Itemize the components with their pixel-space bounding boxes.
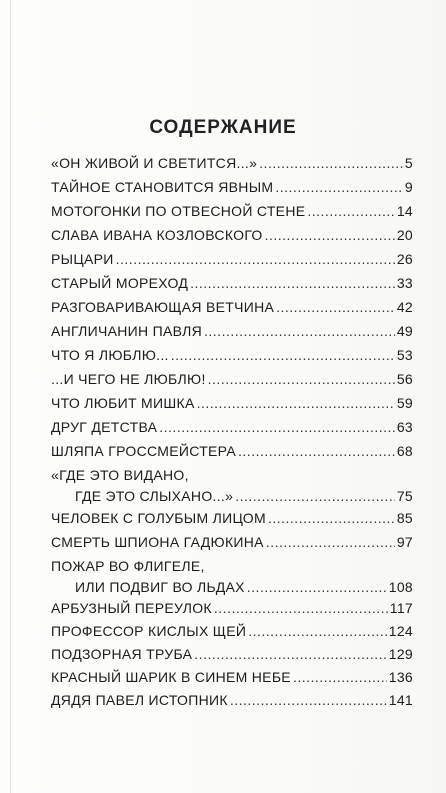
toc-entry-title: ЧЕЛОВЕК С ГОЛУБЫМ ЛИЦОМ (51, 510, 266, 526)
dot-leader (238, 443, 395, 460)
dot-leader (275, 179, 403, 196)
toc-entry (51, 467, 413, 505)
dot-leader (293, 669, 387, 686)
dot-leader (268, 510, 395, 527)
toc-entry-title: ДЯДЯ ПАВЕЛ ИСТОПНИК (51, 692, 228, 708)
toc-entry (51, 227, 413, 244)
toc-entry (51, 669, 413, 686)
toc-entry-page: 26 (396, 251, 413, 267)
toc-entry (51, 299, 413, 316)
toc-entry-page: 117 (389, 600, 413, 616)
toc-entry (51, 646, 413, 663)
toc-entry (51, 203, 413, 220)
toc-entry (51, 371, 413, 388)
toc-entry-page: 136 (388, 669, 413, 685)
toc-entry-title: АРБУЗНЫЙ ПЕРЕУЛОК (51, 600, 212, 616)
toc-entry (51, 323, 413, 340)
toc-entry-title: ДРУГ ДЕТСТВА (51, 419, 158, 435)
toc-entry-page: 49 (396, 323, 413, 339)
toc-entry-page: 108 (388, 579, 413, 595)
toc-entry (51, 395, 413, 412)
toc-entry (51, 155, 413, 172)
dot-leader (259, 155, 403, 172)
toc-entry (51, 179, 413, 196)
dot-leader (208, 371, 395, 388)
toc-entry-title: СТАРЫЙ МОРЕХОД (51, 275, 189, 291)
contents-heading: СОДЕРЖАНИЕ (149, 117, 297, 138)
toc-entry-title: ...И ЧЕГО НЕ ЛЮБЛЮ! (51, 371, 206, 387)
toc-entry-page: 20 (396, 227, 413, 243)
toc-entry-title: ПРОФЕССОР КИСЛЫХ ЩЕЙ (51, 623, 247, 639)
toc-entry-title: ГДЕ ЭТО СЛЫХАНО...» (75, 488, 234, 504)
toc-entry (51, 558, 413, 596)
toc-entry (51, 510, 413, 527)
toc-entry-page: 63 (396, 419, 413, 435)
toc-entry-page: 56 (396, 371, 413, 387)
dot-leader (197, 395, 395, 412)
toc-entry (51, 692, 413, 709)
toc-entry-page: 5 (404, 155, 413, 171)
toc-entry (51, 347, 413, 364)
toc-entry-title: КРАСНЫЙ ШАРИК В СИНЕМ НЕБЕ (51, 669, 291, 685)
toc-entry-page: 59 (396, 395, 413, 411)
toc-entry-title: ТАЙНОЕ СТАНОВИТСЯ ЯВНЫМ (51, 179, 274, 195)
toc-entry-page: 9 (404, 179, 413, 195)
dot-leader (116, 251, 395, 268)
toc-entry-title: РЫЦАРИ (51, 251, 114, 267)
toc-entry-title: ШЛЯПА ГРОССМЕЙСТЕРА (51, 443, 237, 459)
dot-leader (171, 347, 395, 364)
dot-leader (266, 534, 395, 551)
toc-entry-title: ИЛИ ПОДВИГ ВО ЛЬДАХ (75, 579, 245, 595)
dot-leader (265, 227, 395, 244)
toc-entry-title: «ОН ЖИВОЙ И СВЕТИТСЯ...» (51, 155, 258, 171)
dot-leader (194, 646, 386, 663)
toc-entry-title: СЛАВА ИВАНА КОЗЛОВСКОГО (51, 227, 263, 243)
toc-entry-title: СМЕРТЬ ШПИОНА ГАДЮКИНА (51, 534, 264, 550)
toc-entry (51, 534, 413, 551)
dot-leader (235, 488, 395, 505)
toc-entry-title: ЧТО ЛЮБИТ МИШКА (51, 395, 195, 411)
toc-entry (51, 443, 413, 460)
toc-entry-page: 129 (388, 646, 413, 662)
toc-entry-page: 68 (396, 443, 413, 459)
toc-entry-page: 14 (396, 203, 413, 219)
dot-leader (159, 419, 395, 436)
dot-leader (247, 579, 387, 596)
dot-leader (204, 323, 395, 340)
dot-leader (307, 203, 394, 220)
toc-entry-page: 124 (388, 623, 413, 639)
toc-entry-title: РАЗГОВАРИВАЮЩАЯ ВЕТЧИНА (51, 299, 275, 315)
toc-entry-page: 97 (396, 534, 413, 550)
toc-entry (51, 600, 413, 617)
dot-leader (214, 600, 388, 617)
toc-entry-title-first-line: ПОЖАР ВО ФЛИГЕЛЕ, (51, 558, 205, 574)
toc-entry-page: 53 (396, 347, 413, 363)
toc-entry-page: 33 (396, 275, 413, 291)
toc-entry-title: АНГЛИЧАНИН ПАВЛЯ (51, 323, 203, 339)
dot-leader (190, 275, 395, 292)
dot-leader (248, 623, 387, 640)
toc-entry (51, 623, 413, 640)
toc-entry-page: 42 (396, 299, 413, 315)
toc-entry-title: ЧТО Я ЛЮБЛЮ... (51, 347, 169, 363)
dot-leader (276, 299, 395, 316)
toc-entry (51, 275, 413, 292)
toc-entry (51, 251, 413, 268)
toc-entry-title-first-line: «ГДЕ ЭТО ВИДАНО, (51, 467, 189, 483)
dot-leader (230, 692, 387, 709)
toc-entry-page: 75 (396, 488, 413, 504)
toc-entry (51, 419, 413, 436)
toc-entry-title: ПОДЗОРНАЯ ТРУБА (51, 646, 193, 662)
toc-entry-title: МОТОГОНКИ ПО ОТВЕСНОЙ СТЕНЕ (51, 203, 306, 219)
toc-entry-page: 85 (396, 510, 413, 526)
toc-entry-page: 141 (388, 692, 413, 708)
